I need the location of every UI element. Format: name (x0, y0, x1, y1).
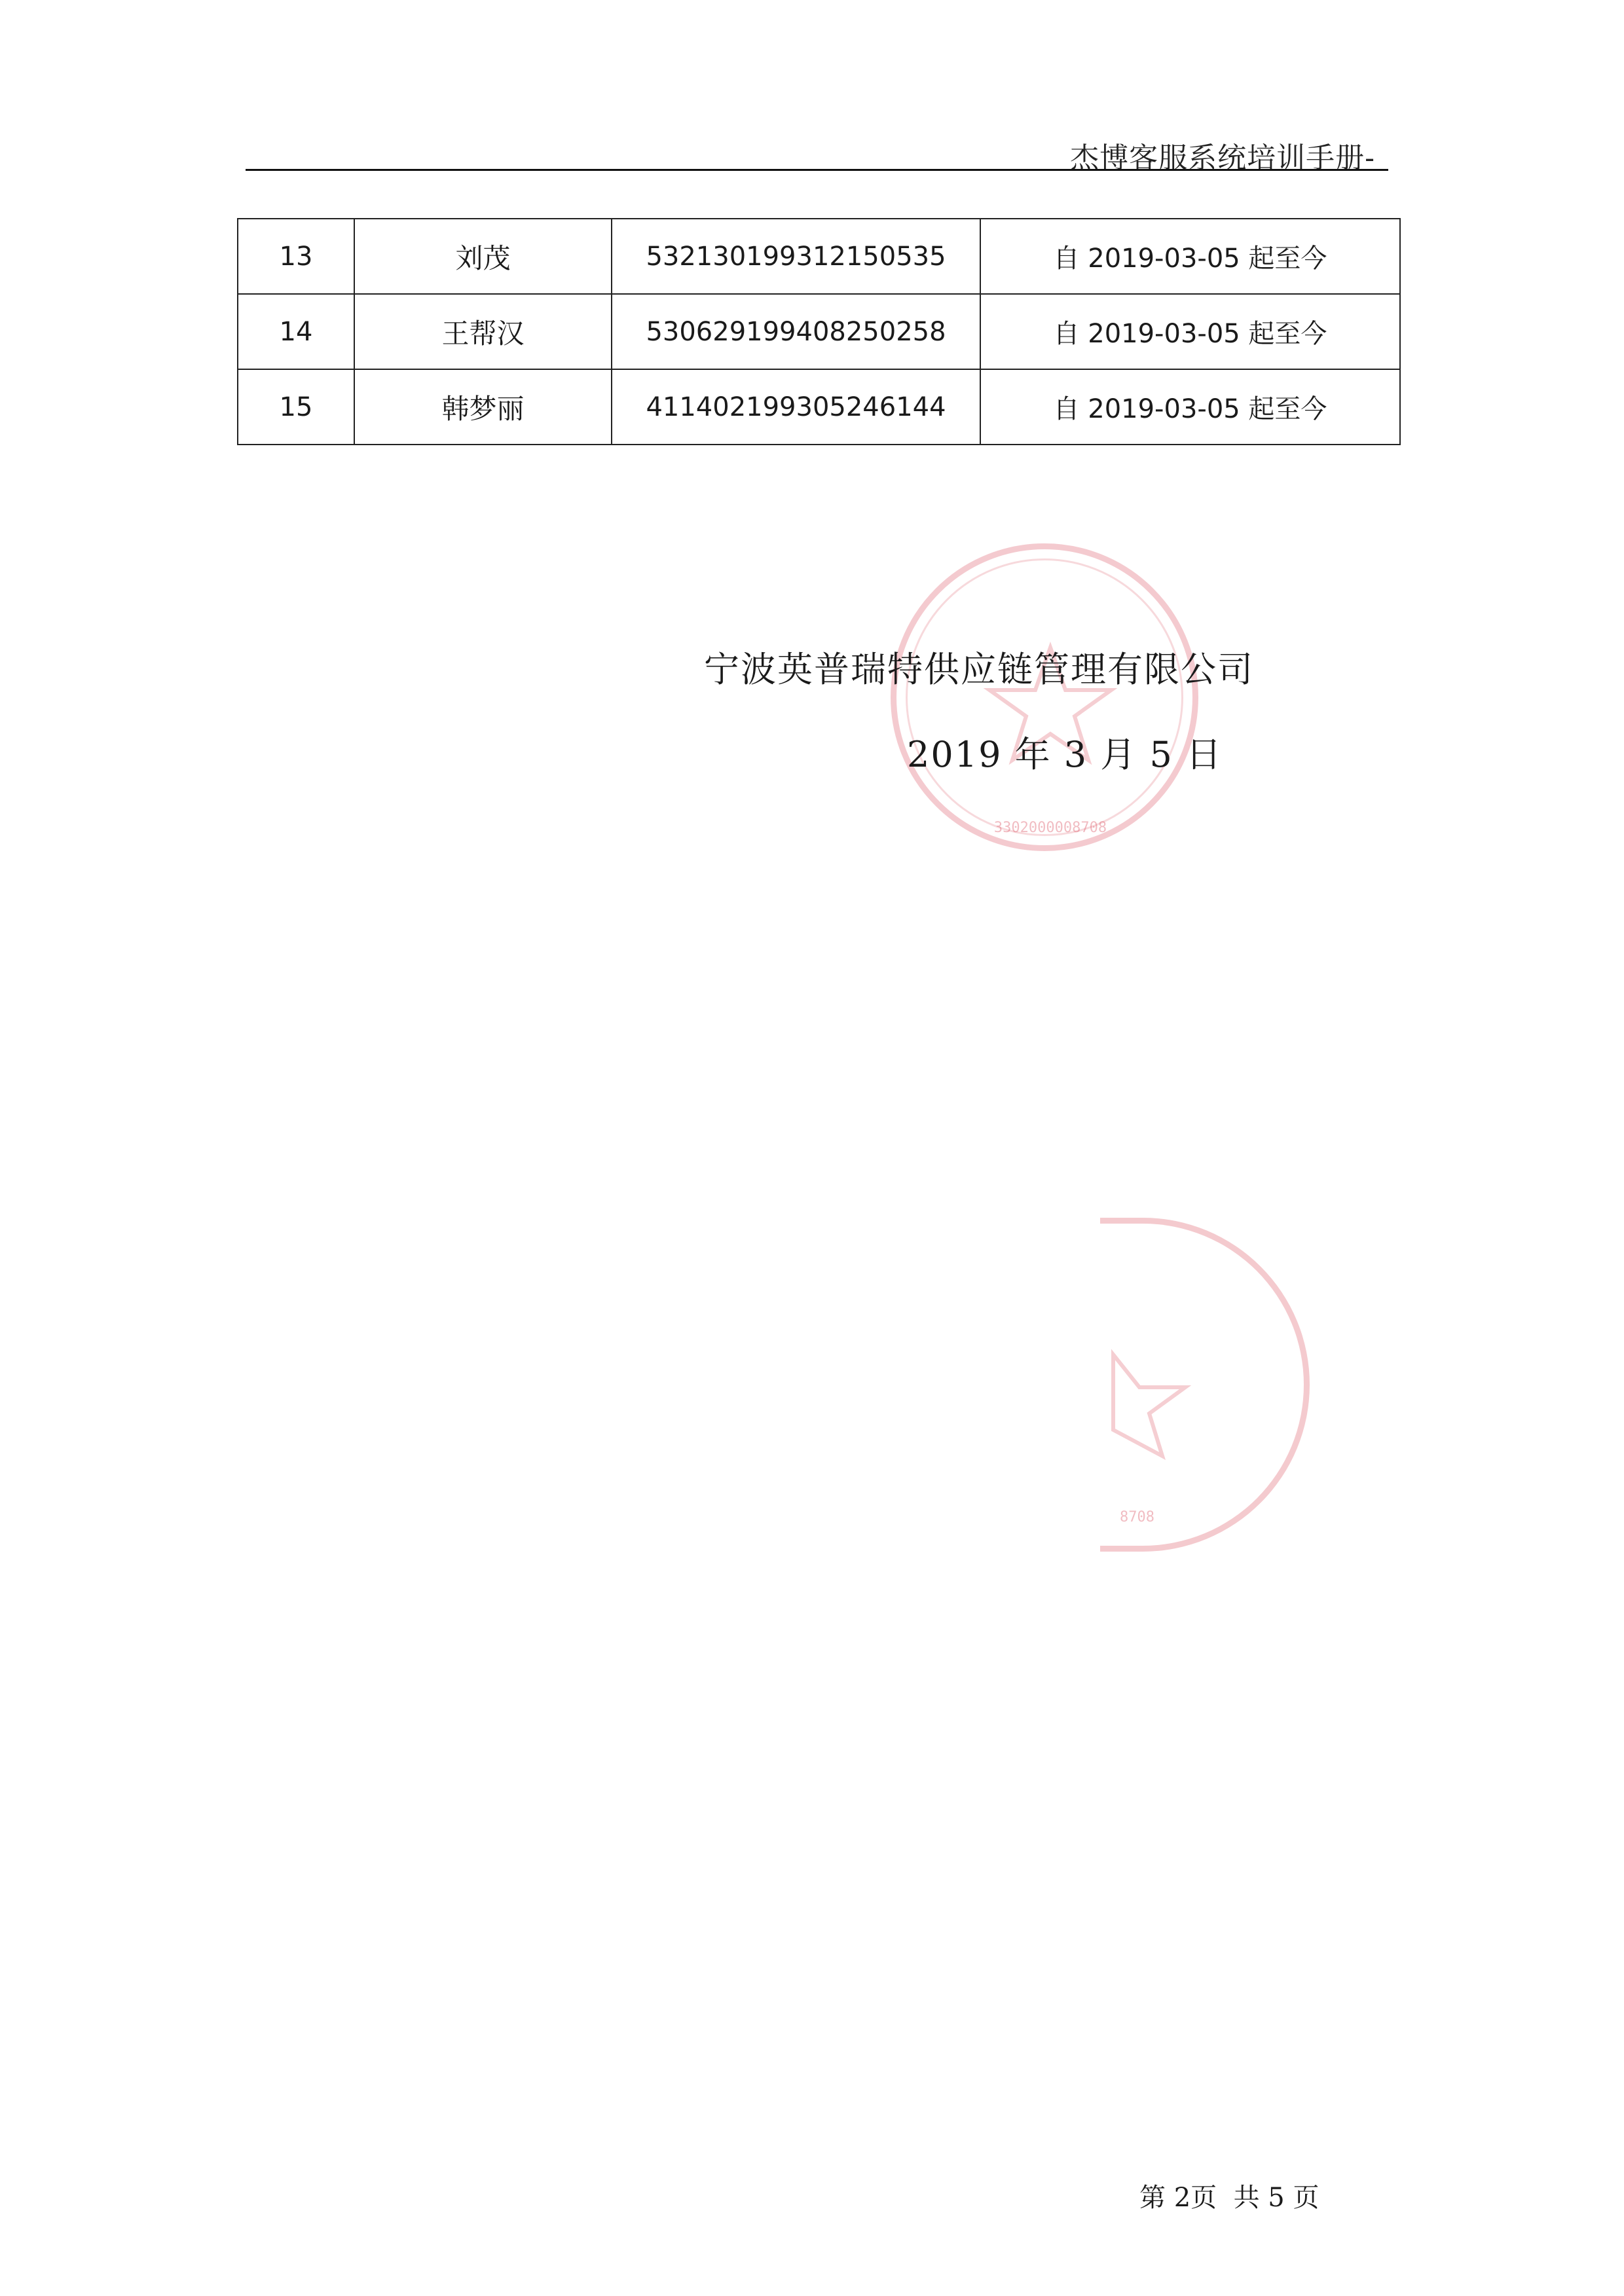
id-number: 532130199312150535 (612, 219, 980, 294)
company-name: 宁波英普瑞特供应链管理有限公司 (704, 649, 1254, 690)
employment-period: 自 2019-03-05 起至今 (980, 294, 1400, 369)
row-number: 13 (238, 219, 354, 294)
employee-table (237, 218, 1401, 445)
company-seal-partial (1100, 1218, 1310, 1552)
header-title: 杰博客服系统培训手册- (1070, 141, 1375, 175)
company-seal (891, 543, 1198, 851)
id-number: 411402199305246144 (612, 369, 980, 445)
row-number: 14 (238, 294, 354, 369)
employee-name: 王帮汉 (354, 294, 612, 369)
header-rule (246, 169, 1388, 171)
table-row (238, 369, 1400, 445)
seal-number: 3302000008708 (993, 820, 1107, 836)
id-number: 530629199408250258 (612, 294, 980, 369)
table-row (238, 219, 1400, 294)
row-number: 15 (238, 369, 354, 445)
table-row (238, 294, 1400, 369)
seal-partial-star-icon (1100, 1224, 1310, 1558)
seal-star-icon (896, 549, 1204, 857)
signature-date: 2019 年 3 月 5 日 (907, 734, 1223, 775)
employment-period: 自 2019-03-05 起至今 (980, 219, 1400, 294)
employment-period: 自 2019-03-05 起至今 (980, 369, 1400, 445)
employee-name: 韩梦丽 (354, 369, 612, 445)
employee-name: 刘茂 (354, 219, 612, 294)
page-number: 第 2页 共 5 页 (1139, 2183, 1320, 2213)
seal-partial-number: 8708 (1120, 1509, 1154, 1525)
